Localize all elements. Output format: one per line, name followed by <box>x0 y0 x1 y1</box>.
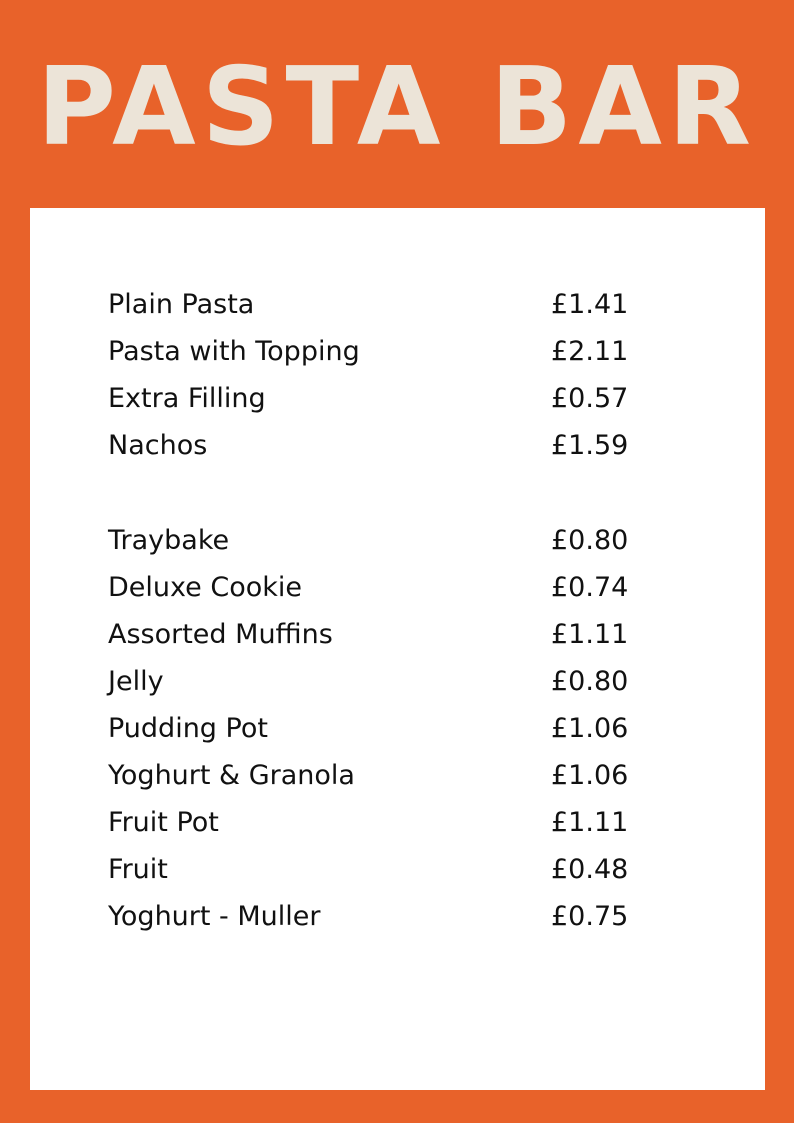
page-title: PASTA BAR <box>36 45 758 170</box>
menu-item-price: £0.48 <box>551 854 629 885</box>
menu-item-price: £2.11 <box>551 336 629 367</box>
menu-item-price: £0.75 <box>551 901 629 932</box>
menu-item-name: Pasta with Topping <box>108 336 360 367</box>
menu-item <box>108 427 668 474</box>
menu-item-name: Pudding Pot <box>108 713 268 744</box>
menu-item-name: Deluxe Cookie <box>108 572 302 603</box>
menu-item <box>108 333 668 380</box>
menu-item <box>108 380 668 427</box>
menu-item-price: £1.11 <box>551 619 629 650</box>
menu-item-price: £1.06 <box>551 760 629 791</box>
menu-item-name: Fruit <box>108 854 168 885</box>
menu-item-price: £0.57 <box>551 383 629 414</box>
menu-item <box>108 616 668 663</box>
menu-item-name: Yoghurt & Granola <box>108 760 355 791</box>
menu-item <box>108 851 668 898</box>
menu-item <box>108 286 668 333</box>
menu-item-price: £0.80 <box>551 525 629 556</box>
menu-section-mains <box>108 286 668 474</box>
menu-item-price: £0.80 <box>551 666 629 697</box>
menu-item-name: Traybake <box>108 525 230 556</box>
menu-item-name: Fruit Pot <box>108 807 219 838</box>
menu-item <box>108 522 668 569</box>
menu-item-name: Plain Pasta <box>108 289 255 320</box>
menu-item-price: £0.74 <box>551 572 629 603</box>
menu-item-price: £1.59 <box>551 430 629 461</box>
menu-item-name: Extra Filling <box>108 383 266 414</box>
menu-item <box>108 804 668 851</box>
menu-panel <box>30 208 765 1090</box>
menu-section-desserts <box>108 522 668 945</box>
menu-item-name: Yoghurt - Muller <box>108 901 321 932</box>
menu-item-price: £1.06 <box>551 713 629 744</box>
menu-item-price: £1.11 <box>551 807 629 838</box>
menu-item-name: Assorted Muffins <box>108 619 333 650</box>
menu-item <box>108 710 668 757</box>
menu-item <box>108 898 668 945</box>
menu-item <box>108 663 668 710</box>
menu-item-price: £1.41 <box>551 289 629 320</box>
menu-item-name: Jelly <box>108 666 164 697</box>
menu-item-name: Nachos <box>108 430 208 461</box>
menu-item <box>108 757 668 804</box>
menu-item <box>108 569 668 616</box>
